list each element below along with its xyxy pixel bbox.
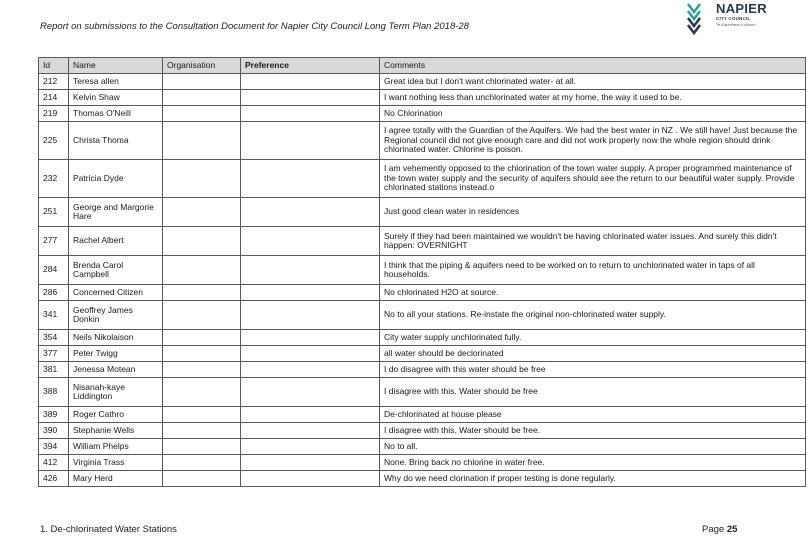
cell-preference bbox=[241, 256, 380, 285]
cell-comment: De-chlorinated at house please bbox=[380, 407, 806, 423]
cell-comment: Surely if they had been maintained we wouldn't be having chlorinated water issues. And surely this didn't happen: OVERNIGHT bbox=[380, 227, 806, 256]
report-title: Report on submissions to the Consultation Document for Napier City Council Long Term Plan 2018-28 bbox=[40, 21, 469, 32]
cell-preference bbox=[241, 471, 380, 487]
cell-comment: I want nothing less than unchlorinated water at my home, the way it used to be. bbox=[380, 90, 806, 106]
table-row bbox=[39, 285, 806, 301]
table-row bbox=[39, 455, 806, 471]
cell-name: William Phelps bbox=[69, 439, 163, 455]
submissions-table bbox=[38, 57, 806, 487]
cell-preference bbox=[241, 90, 380, 106]
table-row bbox=[39, 256, 806, 285]
cell-organisation bbox=[163, 160, 241, 198]
cell-preference bbox=[241, 455, 380, 471]
cell-organisation bbox=[163, 74, 241, 90]
table-row bbox=[39, 407, 806, 423]
column-header-organisation: Organisation bbox=[163, 58, 241, 74]
cell-preference bbox=[241, 198, 380, 227]
cell-organisation bbox=[163, 330, 241, 346]
cell-name: Stephanie Wells bbox=[69, 423, 163, 439]
cell-comment: I am vehemently opposed to the chlorination of the town water supply. A proper programmed maintenance of the town water supply and the security of aquifers should see the return to our beautiful water supply. Provide chlorinated stations instead.o bbox=[380, 160, 806, 198]
cell-organisation bbox=[163, 122, 241, 160]
cell-comment: Just good clean water in residences bbox=[380, 198, 806, 227]
cell-name: Nisanah-kaye Liddington bbox=[69, 378, 163, 407]
cell-id: 377 bbox=[39, 346, 69, 362]
table-row bbox=[39, 122, 806, 160]
cell-id: 277 bbox=[39, 227, 69, 256]
cell-name: Roger Cathro bbox=[69, 407, 163, 423]
table-row bbox=[39, 423, 806, 439]
column-header-preference: Preference bbox=[241, 58, 380, 74]
table-header-row bbox=[39, 58, 806, 74]
cell-name: Teresa allen bbox=[69, 74, 163, 90]
cell-preference bbox=[241, 160, 380, 198]
cell-comment: I think that the piping & aquifers need to be worked on to return to unchlorinated water in taps of all households. bbox=[380, 256, 806, 285]
cell-organisation bbox=[163, 362, 241, 378]
column-header-id: Id bbox=[39, 58, 69, 74]
cell-name: Geoffrey James Donkin bbox=[69, 301, 163, 330]
cell-id: 426 bbox=[39, 471, 69, 487]
cell-preference bbox=[241, 74, 380, 90]
table-row bbox=[39, 439, 806, 455]
cell-comment: Great idea but I don't want chlorinated water- at all. bbox=[380, 74, 806, 90]
cell-preference bbox=[241, 330, 380, 346]
cell-comment: No to all your stations. Re-instate the original non-chlorinated water supply. bbox=[380, 301, 806, 330]
cell-id: 232 bbox=[39, 160, 69, 198]
table-row bbox=[39, 160, 806, 198]
cell-organisation bbox=[163, 285, 241, 301]
page-label: Page bbox=[702, 524, 725, 535]
cell-preference bbox=[241, 285, 380, 301]
table-row bbox=[39, 378, 806, 407]
cell-comment: Why do we need clorination if proper testing is done regularly. bbox=[380, 471, 806, 487]
cell-comment: I disagree with this. Water should be free bbox=[380, 378, 806, 407]
table-row bbox=[39, 90, 806, 106]
cell-organisation bbox=[163, 90, 241, 106]
logo-name: NAPIER bbox=[716, 1, 767, 16]
cell-id: 225 bbox=[39, 122, 69, 160]
cell-organisation bbox=[163, 198, 241, 227]
cell-id: 390 bbox=[39, 423, 69, 439]
cell-organisation bbox=[163, 378, 241, 407]
cell-organisation bbox=[163, 471, 241, 487]
cell-comment: all water should be declorinated bbox=[380, 346, 806, 362]
cell-organisation bbox=[163, 301, 241, 330]
cell-preference bbox=[241, 362, 380, 378]
cell-name: Patricia Dyde bbox=[69, 160, 163, 198]
table-row bbox=[39, 106, 806, 122]
cell-id: 212 bbox=[39, 74, 69, 90]
cell-name: George and Margorie Hare bbox=[69, 198, 163, 227]
cell-id: 389 bbox=[39, 407, 69, 423]
cell-organisation bbox=[163, 106, 241, 122]
cell-comment: No Chlorination bbox=[380, 106, 806, 122]
cell-organisation bbox=[163, 439, 241, 455]
cell-id: 251 bbox=[39, 198, 69, 227]
cell-comment: No chlorinated H2O at source. bbox=[380, 285, 806, 301]
cell-id: 394 bbox=[39, 439, 69, 455]
cell-name: Virginia Trass bbox=[69, 455, 163, 471]
cell-id: 388 bbox=[39, 378, 69, 407]
cell-id: 214 bbox=[39, 90, 69, 106]
footer-page-number bbox=[702, 524, 737, 535]
cell-id: 381 bbox=[39, 362, 69, 378]
table-row bbox=[39, 330, 806, 346]
footer-section-title: 1. De-chlorinated Water Stations bbox=[40, 524, 177, 535]
cell-name: Rachel Albert bbox=[69, 227, 163, 256]
cell-id: 219 bbox=[39, 106, 69, 122]
cell-organisation bbox=[163, 455, 241, 471]
cell-organisation bbox=[163, 256, 241, 285]
cell-id: 284 bbox=[39, 256, 69, 285]
column-header-name: Name bbox=[69, 58, 163, 74]
cell-preference bbox=[241, 301, 380, 330]
cell-comment: I disagree with this. Water should be free. bbox=[380, 423, 806, 439]
table-row bbox=[39, 471, 806, 487]
cell-organisation bbox=[163, 423, 241, 439]
cell-preference bbox=[241, 407, 380, 423]
cell-name: Peter Twigg bbox=[69, 346, 163, 362]
cell-name: Thomas O'Neill bbox=[69, 106, 163, 122]
cell-name: Concerned Citizen bbox=[69, 285, 163, 301]
cell-organisation bbox=[163, 346, 241, 362]
cell-preference bbox=[241, 227, 380, 256]
cell-preference bbox=[241, 122, 380, 160]
cell-comment: No to all. bbox=[380, 439, 806, 455]
cell-organisation bbox=[163, 227, 241, 256]
column-header-comments: Comments bbox=[380, 58, 806, 74]
cell-preference bbox=[241, 378, 380, 407]
cell-id: 286 bbox=[39, 285, 69, 301]
cell-preference bbox=[241, 439, 380, 455]
cell-id: 354 bbox=[39, 330, 69, 346]
logo-subtitle: CITY COUNCIL bbox=[716, 16, 751, 21]
cell-preference bbox=[241, 423, 380, 439]
cell-comment: None. Bring back no chlorine in water free. bbox=[380, 455, 806, 471]
table-row bbox=[39, 301, 806, 330]
table-row bbox=[39, 74, 806, 90]
cell-name: Mary Herd bbox=[69, 471, 163, 487]
cell-name: Jenessa Motean bbox=[69, 362, 163, 378]
cell-name: Kelvin Shaw bbox=[69, 90, 163, 106]
cell-comment: I do disagree with this water should be free bbox=[380, 362, 806, 378]
cell-name: Neils Nikolaison bbox=[69, 330, 163, 346]
table-body bbox=[39, 74, 806, 487]
cell-preference bbox=[241, 346, 380, 362]
table-row bbox=[39, 346, 806, 362]
logo-tagline: Te Kaunihera o Ahuriri bbox=[716, 22, 756, 27]
cell-comment: City water supply unchlorinated fully. bbox=[380, 330, 806, 346]
cell-comment: I agree totally with the Guardian of the Aquifers. We had the best water in NZ . We still have! Just because the Regional council did not give enough care and did not work properly now the whole region should drink chlorinated water. Chlorine is poison. bbox=[380, 122, 806, 160]
logo-wordmark bbox=[716, 2, 767, 27]
cell-name: Brenda Carol Campbell bbox=[69, 256, 163, 285]
cell-id: 412 bbox=[39, 455, 69, 471]
cell-id: 341 bbox=[39, 301, 69, 330]
cell-name: Christa Thoma bbox=[69, 122, 163, 160]
table-row bbox=[39, 362, 806, 378]
cell-organisation bbox=[163, 407, 241, 423]
page-number: 25 bbox=[726, 524, 738, 535]
cell-preference bbox=[241, 106, 380, 122]
table-row bbox=[39, 198, 806, 227]
table-row bbox=[39, 227, 806, 256]
